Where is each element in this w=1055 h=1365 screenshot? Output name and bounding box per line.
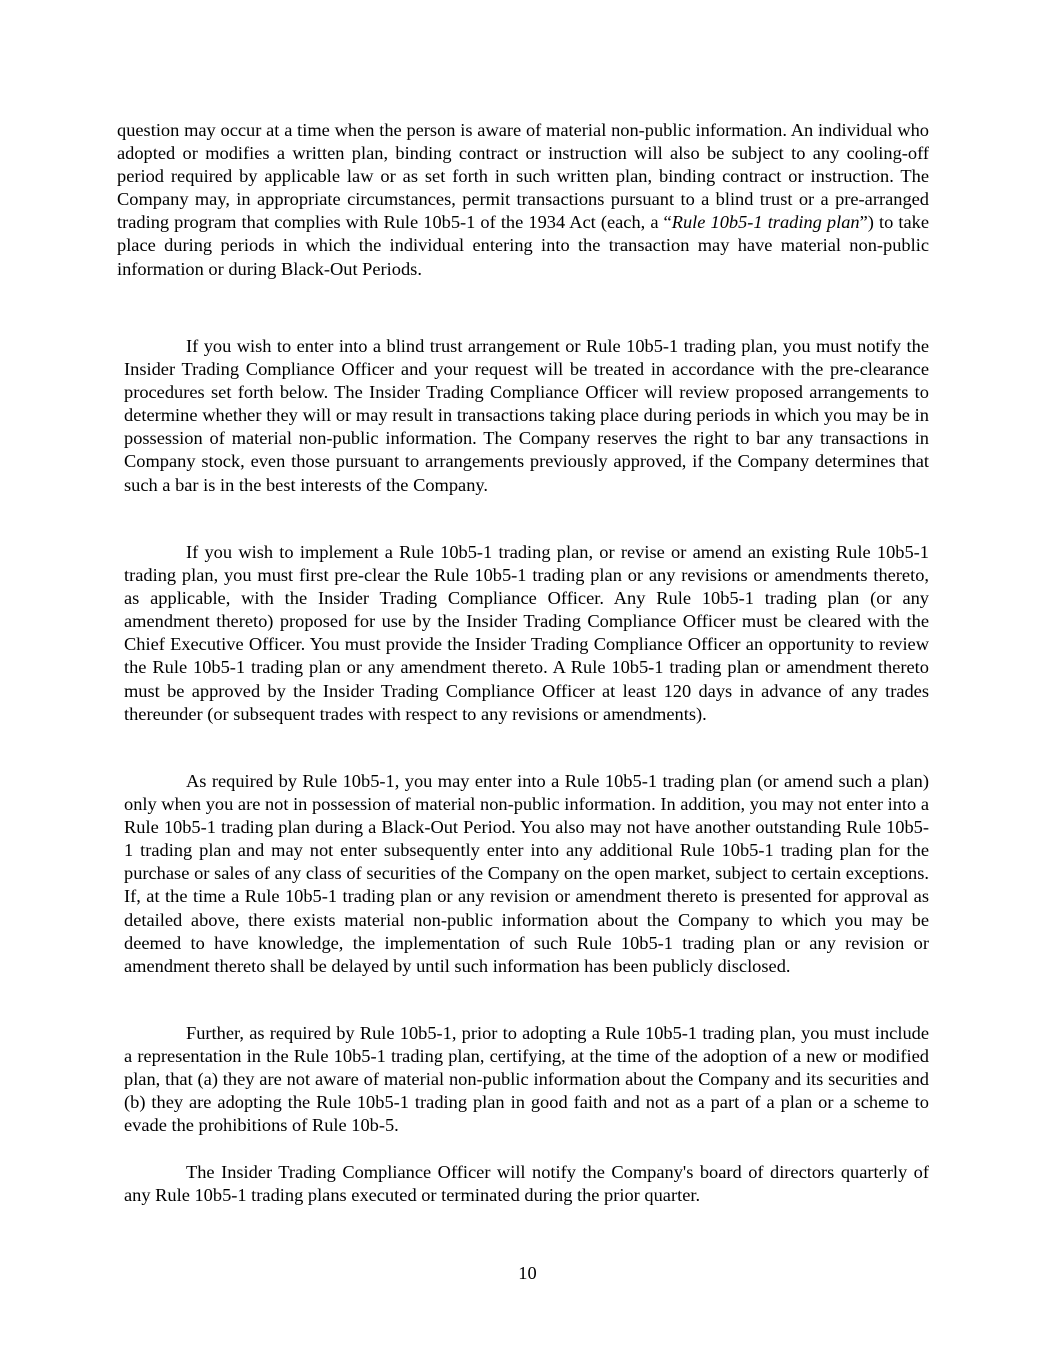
paragraph-pre-clearance: If you wish to implement a Rule 10b5-1 trading plan, or revise or amend an existing Rule 10b5-1 trading plan, you must first pre-clear the Rule 10b5-1 trading plan or any revisions or amendments thereto, as applicable, with the Insider Trading Compliance Officer. Any Rule 10b5-1 trading plan (or any amendment thereto) proposed for use by the Insider Trading Compliance Officer must be cleared with the Chief Executive Officer. You must provide the Insider Trading Compliance Officer an opportunity to review the Rule 10b5-1 trading plan or any amendment thereto. A Rule 10b5-1 trading plan or amendment thereto must be approved by the Insider Trading Compliance Officer at least 120 days in advance of any trades thereunder (or subsequent trades with respect to any revisions or amendments). bbox=[124, 542, 929, 724]
paragraph-requirements: As required by Rule 10b5-1, you may enter into a Rule 10b5-1 trading plan (or amend such a plan) only when you are not in possession of material non-public information. In addition, you may not enter into a Rule 10b5-1 trading plan during a Black-Out Period. You also may not have another outstanding Rule 10b5-1 trading plan and may not enter subsequently enter into any additional Rule 10b5-1 trading plan for the purchase or sales of any class of securities of the Company on the open market, subject to certain exceptions. If, at the time a Rule 10b5-1 trading plan or any revision or amendment thereto is presented for approval as detailed above, there exists material non-public information about the Company to which you may be deemed to have knowledge, the implementation of such Rule 10b5-1 trading plan or any revision or amendment thereto shall be delayed by until such information has been publicly disclosed. bbox=[124, 771, 929, 976]
paragraph-representation: Further, as required by Rule 10b5-1, prior to adopting a Rule 10b5-1 trading plan, you must include a representation in the Rule 10b5-1 trading plan, certifying, at the time of the adoption of a new or modified plan, that (a) they are not aware of material non-public information about the Company and its securities and (b) they are adopting the Rule 10b5-1 trading plan in good faith and not as a part of a plan or a scheme to evade the prohibitions of Rule 10b-5. bbox=[124, 1023, 929, 1136]
paragraph-trading-plans-intro bbox=[117, 119, 929, 281]
paragraph-text: ”) to take place during periods in which the individual entering into the transaction may have material non-public information or during Black-Out Periods. bbox=[117, 212, 929, 279]
defined-term: Rule 10b5-1 trading plan bbox=[671, 212, 860, 233]
page-number: 10 bbox=[518, 1263, 537, 1283]
paragraph-blind-trust: If you wish to enter into a blind trust arrangement or Rule 10b5-1 trading plan, you must notify the Insider Trading Compliance Officer and your request will be treated in accordance with the pre-clearance procedures set forth below. The Insider Trading Compliance Officer will review proposed arrangements to determine whether they will or may result in transactions taking place during periods in which you may be in possession of material non-public information. The Company reserves the right to bar any transactions in Company stock, even those pursuant to arrangements previously approved, if the Company determines that such a bar is in the best interests of the Company. bbox=[124, 336, 929, 495]
paragraph-text: question may occur at a time when the person is aware of material non-public information. An individual who adopted or modifies a written plan, binding contract or instruction will also be subject to any cooling-off period required by applicable law or as set forth in such written plan, binding contract or instruction. The Company may, in appropriate circumstances, permit transactions pursuant to a blind trust or a pre-arranged trading program that complies with Rule 10b5-1 of the 1934 Act (each, a “ bbox=[117, 120, 929, 233]
paragraph-board-notification: The Insider Trading Compliance Officer will notify the Company's board of directors quarterly of any Rule 10b5-1 trading plans executed or terminated during the prior quarter. bbox=[124, 1162, 929, 1206]
